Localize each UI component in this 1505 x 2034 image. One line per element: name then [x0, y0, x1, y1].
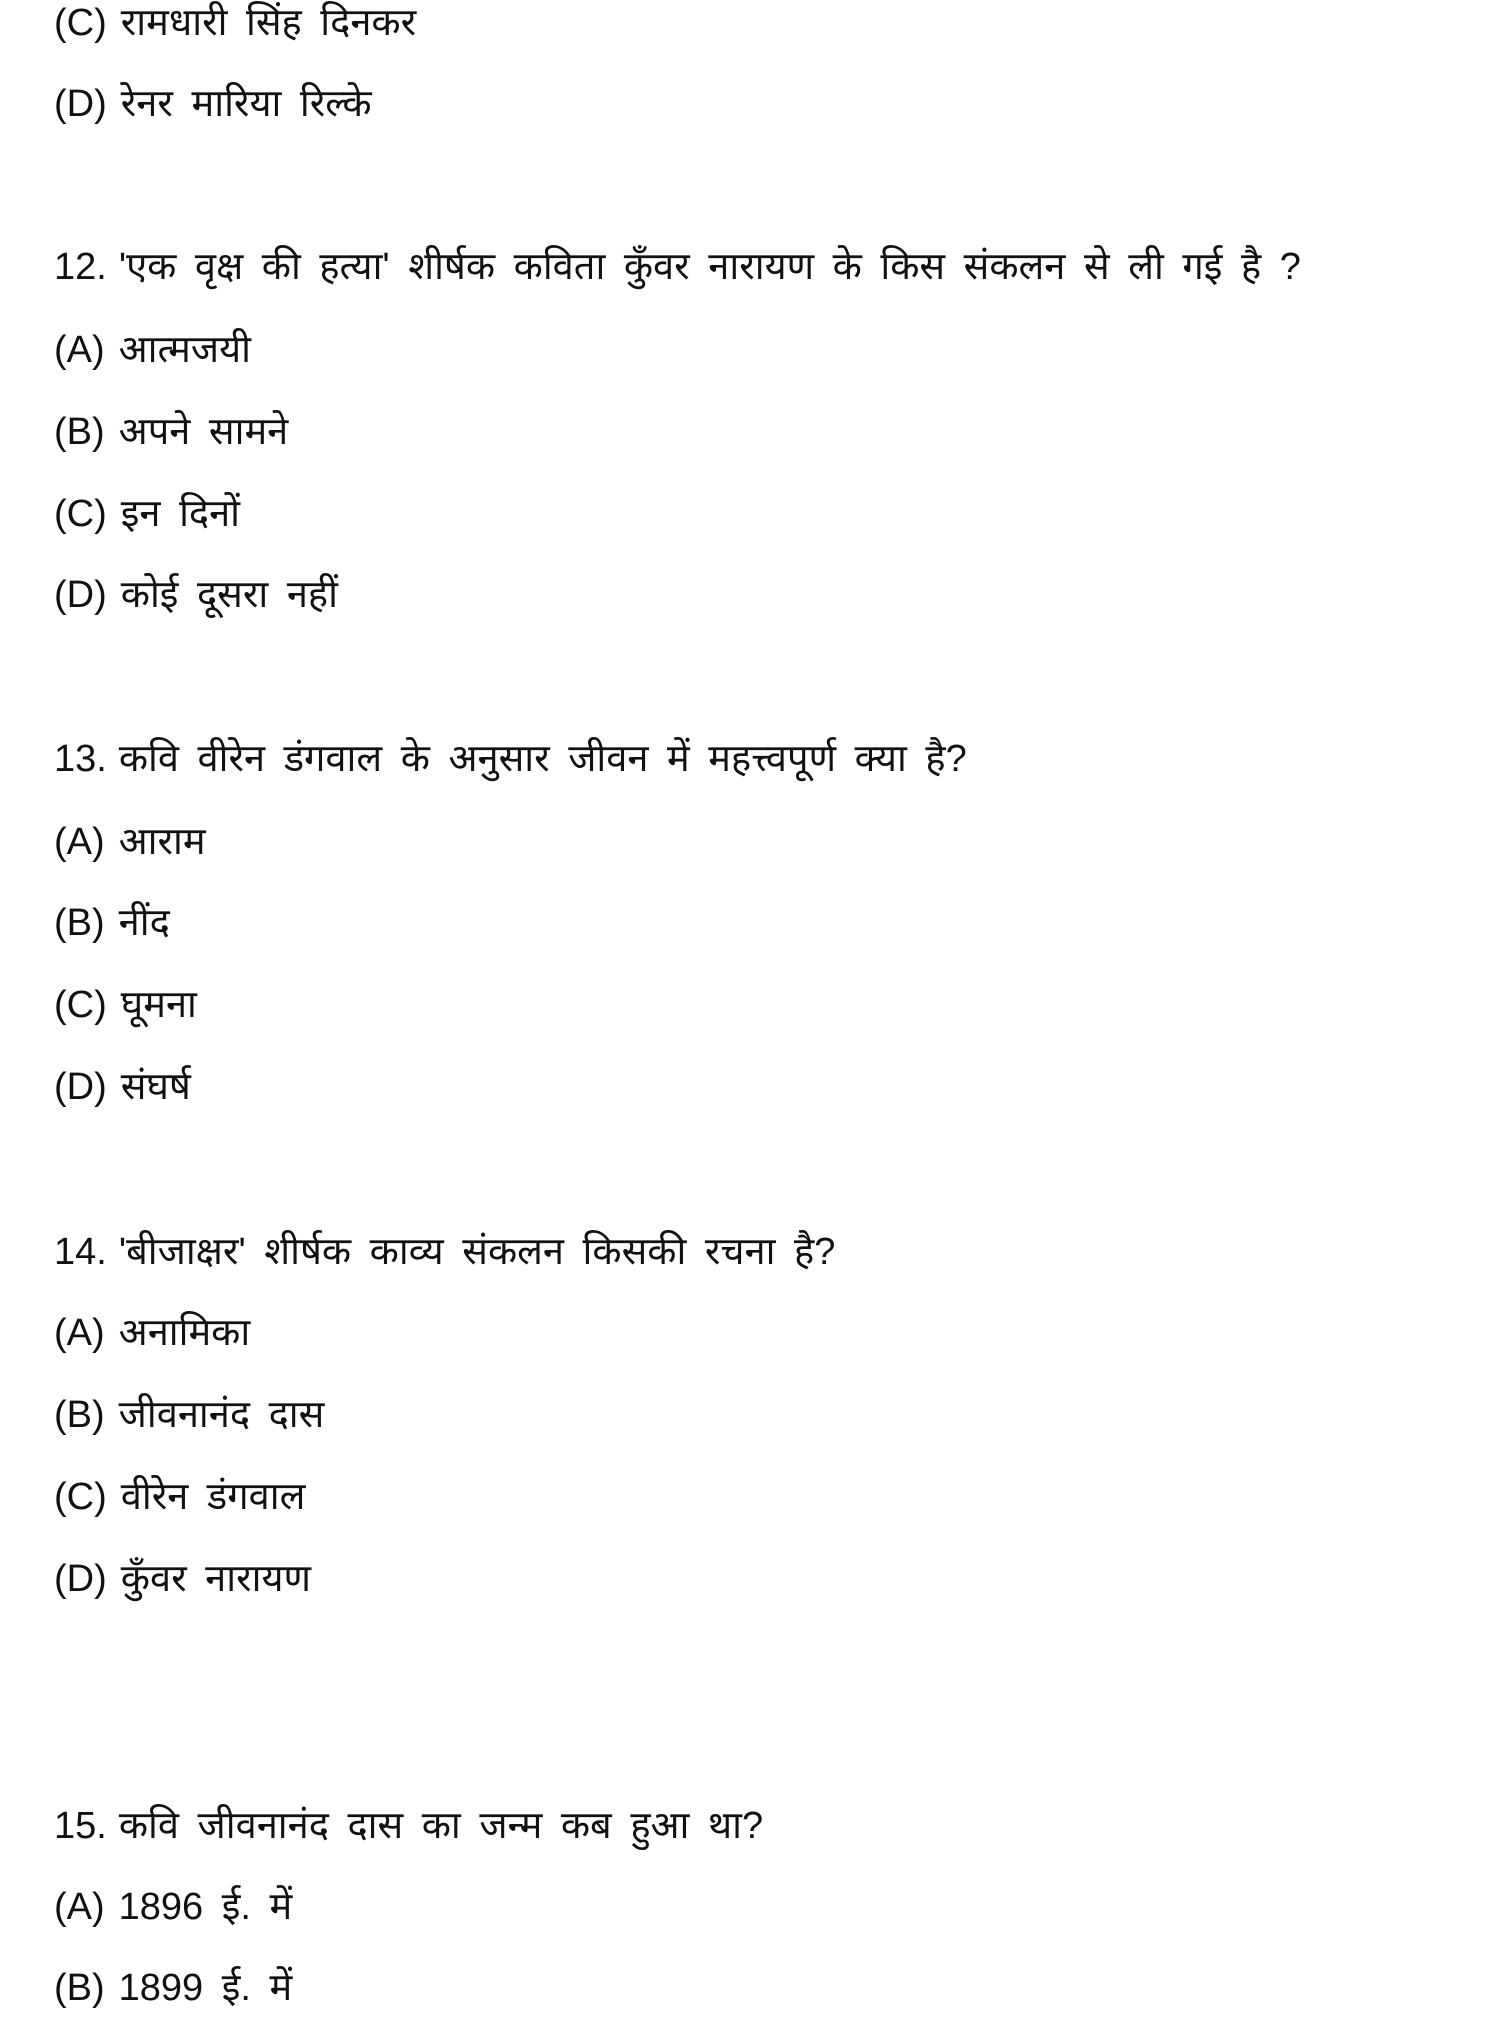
question-number: 14.: [54, 1231, 107, 1273]
option-text: घूमना: [120, 984, 197, 1026]
option-b: [54, 407, 288, 457]
option-text: अपने सामने: [118, 411, 289, 453]
option-label: (B): [54, 411, 105, 453]
option-label: (C): [54, 1476, 107, 1518]
option-text: 1899 ई. में: [118, 1967, 293, 2009]
option-text: कोई दूसरा नहीं: [120, 574, 338, 616]
option-d: [54, 570, 338, 620]
option-text: संघर्ष: [120, 1066, 191, 1108]
option-text: इन दिनों: [120, 493, 241, 535]
option-label: (A): [54, 821, 105, 863]
option-label: (A): [54, 1886, 105, 1928]
option-label: (C): [54, 984, 107, 1026]
option-text: अनामिका: [118, 1312, 251, 1354]
question-text: 'एक वृक्ष की हत्या' शीर्षक कविता कुँवर नारायण के किस संकलन से ली गई है ?: [118, 246, 1301, 288]
question-text: कवि जीवनानंद दास का जन्म कब हुआ था?: [118, 1805, 764, 1847]
question-12: [54, 242, 1301, 292]
option-c: [54, 1472, 305, 1522]
option-b: [54, 1963, 292, 2013]
option-d: [54, 1062, 191, 1112]
option-label: (D): [54, 83, 107, 125]
question-text: कवि वीरेन डंगवाल के अनुसार जीवन में महत्त्वपूर्ण क्या है?: [118, 738, 967, 780]
option-text: आत्मजयी: [118, 329, 251, 371]
question-number: 15.: [54, 1805, 107, 1847]
option-a: [54, 1308, 250, 1358]
option-a: [54, 1882, 292, 1932]
option-text: रेनर मारिया रिल्के: [120, 83, 372, 125]
option-label: (B): [54, 1394, 105, 1436]
option-b: [54, 898, 170, 948]
option-label: (D): [54, 1066, 107, 1108]
question-13: [54, 734, 967, 784]
option-a: [54, 325, 251, 375]
option-text: नींद: [118, 902, 170, 944]
option-text: आराम: [118, 821, 206, 863]
option-text: जीवनानंद दास: [118, 1394, 325, 1436]
option-d: [54, 1554, 311, 1604]
question-text: 'बीजाक्षर' शीर्षक काव्य संकलन किसकी रचना है?: [118, 1231, 836, 1273]
option-b: [54, 1390, 324, 1440]
question-number: 12.: [54, 246, 107, 288]
prev-option-d: [54, 79, 372, 129]
option-label: (A): [54, 1312, 105, 1354]
option-text: कुँवर नारायण: [120, 1558, 312, 1600]
option-label: (D): [54, 574, 107, 616]
option-label: (D): [54, 1558, 107, 1600]
prev-option-c: [54, 0, 416, 48]
option-c: [54, 489, 240, 539]
option-label: (B): [54, 902, 105, 944]
option-a: [54, 817, 206, 867]
option-label: (A): [54, 329, 105, 371]
option-label: (C): [54, 2, 107, 44]
option-text: वीरेन डंगवाल: [120, 1476, 306, 1518]
option-text: 1896 ई. में: [118, 1886, 293, 1928]
question-15: [54, 1801, 763, 1851]
option-text: रामधारी सिंह दिनकर: [120, 2, 417, 44]
question-number: 13.: [54, 738, 107, 780]
question-14: [54, 1227, 835, 1277]
option-label: (C): [54, 493, 107, 535]
option-c: [54, 980, 197, 1030]
option-label: (B): [54, 1967, 105, 2009]
